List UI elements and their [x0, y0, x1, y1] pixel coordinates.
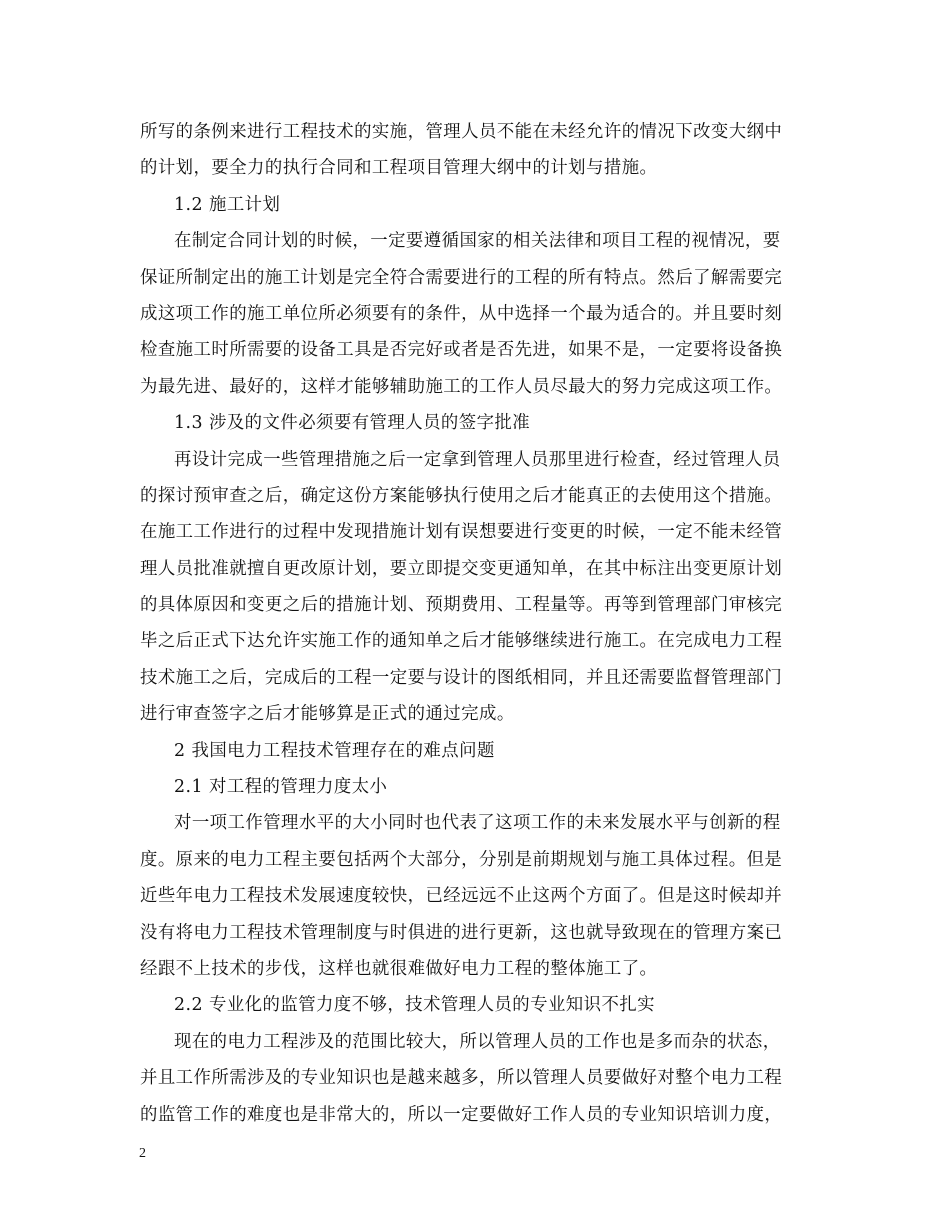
- text-line: 在制定合同计划的时候，一定要遵循国家的相关法律和项目工程的视情况，要: [174, 231, 781, 252]
- text-line: 2.2 专业化的监管力度不够，技术管理人员的专业知识不扎实: [174, 995, 656, 1016]
- text-line: 对一项工作管理水平的大小同时也代表了这项工作的未来发展水平与创新的程: [174, 813, 781, 834]
- text-line: 2.1 对工程的管理力度太小: [174, 777, 388, 798]
- text-line: 经跟不上技术的步伐，这样也就很难做好电力工程的整体施工了。: [140, 958, 658, 979]
- page-number: 2: [139, 1146, 146, 1161]
- text-line: 度。原来的电力工程主要包括两个大部分，分别是前期规划与施工具体过程。但是: [140, 849, 783, 870]
- text-line: 保证所制定出的施工计划是完全符合需要进行的工程的所有特点。然后了解需要完: [140, 267, 783, 288]
- text-line: 的探讨预审查之后，确定这份方案能够执行使用之后才能真正的去使用这个措施。: [140, 485, 783, 506]
- text-line: 检查施工时所需要的设备工具是否完好或者是否先进，如果不是，一定要将设备换: [140, 340, 783, 361]
- text-line: 所写的条例来进行工程技术的实施，管理人员不能在未经允许的情况下改变大纲中: [140, 122, 783, 142]
- text-line: 2 我国电力工程技术管理存在的难点问题: [174, 740, 495, 761]
- text-line: 1.3 涉及的文件必须要有管理人员的签字批准: [174, 413, 531, 434]
- text-line: 再设计完成一些管理措施之后一定拿到管理人员那里进行检查，经过管理人员: [174, 449, 781, 470]
- document-body: [140, 114, 816, 1133]
- text-line: 理人员批准就擅自更改原计划，要立即提交变更通知单，在其中标注出变更原计划: [140, 558, 783, 579]
- text-line: 没有将电力工程技术管理制度与时俱进的进行更新，这也就导致现在的管理方案已: [140, 922, 783, 943]
- text-line: 进行审查签字之后才能够算是正式的通过完成。: [140, 704, 515, 725]
- text-line: 的计划，要全力的执行合同和工程项目管理大纲中的计划与措施。: [140, 158, 658, 179]
- text-line: 毕之后正式下达允许实施工作的通知单之后才能够继续进行施工。在完成电力工程: [140, 631, 783, 652]
- text-line: 近些年电力工程技术发展速度较快，已经远远不止这两个方面了。但是这时候却并: [140, 886, 783, 907]
- text-line: 现在的电力工程涉及的范围比较大，所以管理人员的工作也是多而杂的状态，: [174, 1031, 781, 1052]
- text-line: 为最先进、最好的，这样才能够辅助施工的工作人员尽最大的努力完成这项工作。: [140, 376, 783, 397]
- text-line: 技术施工之后，完成后的工程一定要与设计的图纸相同，并且还需要监督管理部门: [140, 667, 783, 688]
- text-line: 在施工工作进行的过程中发现措施计划有误想要进行变更的时候，一定不能未经管: [140, 522, 783, 543]
- text-line: 并且工作所需涉及的专业知识也是越来越多，所以管理人员要做好对整个电力工程: [140, 1068, 783, 1089]
- text-line: 1.2 施工计划: [174, 194, 281, 215]
- text-line: 的具体原因和变更之后的措施计划、预期费用、工程量等。再等到管理部门审核完: [140, 595, 783, 616]
- text-line: 成这项工作的施工单位所必须要有的条件，从中选择一个最为适合的。并且要时刻: [140, 303, 783, 324]
- text-line: 的监管工作的难度也是非常大的，所以一定要做好工作人员的专业知识培训力度，: [140, 1104, 783, 1125]
